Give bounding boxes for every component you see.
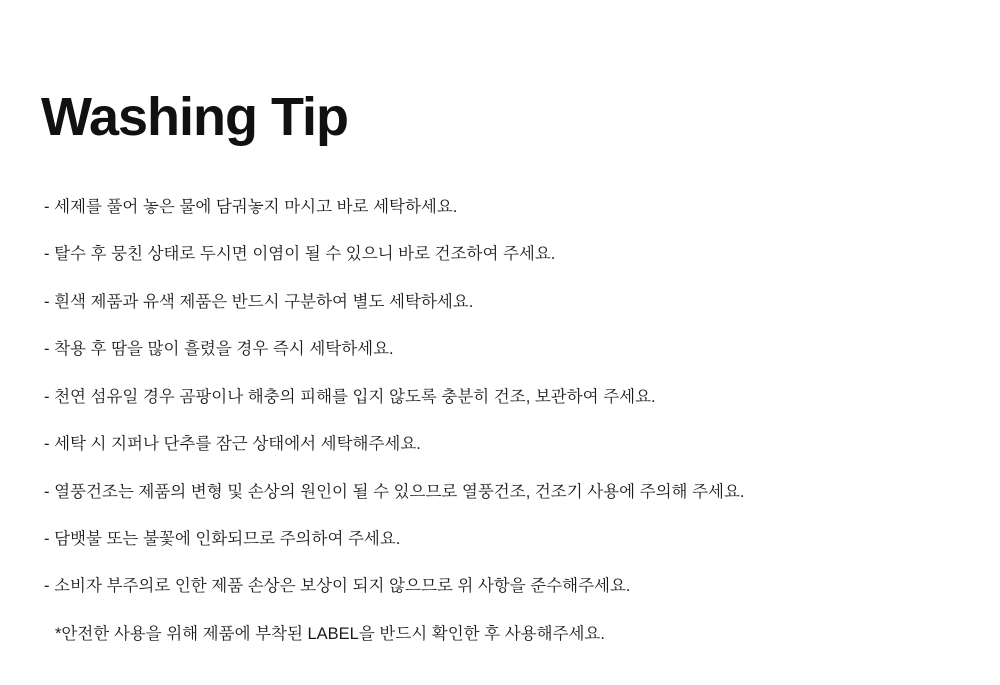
list-item: - 착용 후 땀을 많이 흘렸을 경우 즉시 세탁하세요. bbox=[44, 340, 394, 359]
list-item: - 탈수 후 뭉친 상태로 두시면 이염이 될 수 있으니 바로 건조하여 주세요. bbox=[44, 245, 556, 264]
list-item: - 담뱃불 또는 불꽃에 인화되므로 주의하여 주세요. bbox=[44, 529, 401, 548]
list-item: - 소비자 부주의로 인한 제품 손상은 보상이 되지 않으므로 위 사항을 준수해주세요. bbox=[44, 577, 631, 596]
washing-tip-list bbox=[44, 196, 954, 647]
list-item: - 세탁 시 지퍼나 단추를 잠근 상태에서 세탁해주세요. bbox=[44, 435, 421, 454]
page-title: Washing Tip bbox=[41, 87, 348, 148]
list-item: - 열풍건조는 제품의 변형 및 손상의 원인이 될 수 있으므로 열풍건조, 건조기 사용에 주의해 주세요. bbox=[44, 482, 745, 501]
list-item: - 세제를 풀어 놓은 물에 담궈놓지 마시고 바로 세탁하세요. bbox=[44, 198, 458, 216]
list-item: - 천연 섬유일 경우 곰팡이나 해충의 피해를 입지 않도록 충분히 건조, 보관하여 주세요. bbox=[44, 387, 656, 406]
safety-note: *안전한 사용을 위해 제품에 부착된 LABEL을 반드시 확인한 후 사용해주세요. bbox=[55, 624, 605, 643]
list-item: - 흰색 제품과 유색 제품은 반드시 구분하여 별도 세탁하세요. bbox=[44, 292, 474, 311]
